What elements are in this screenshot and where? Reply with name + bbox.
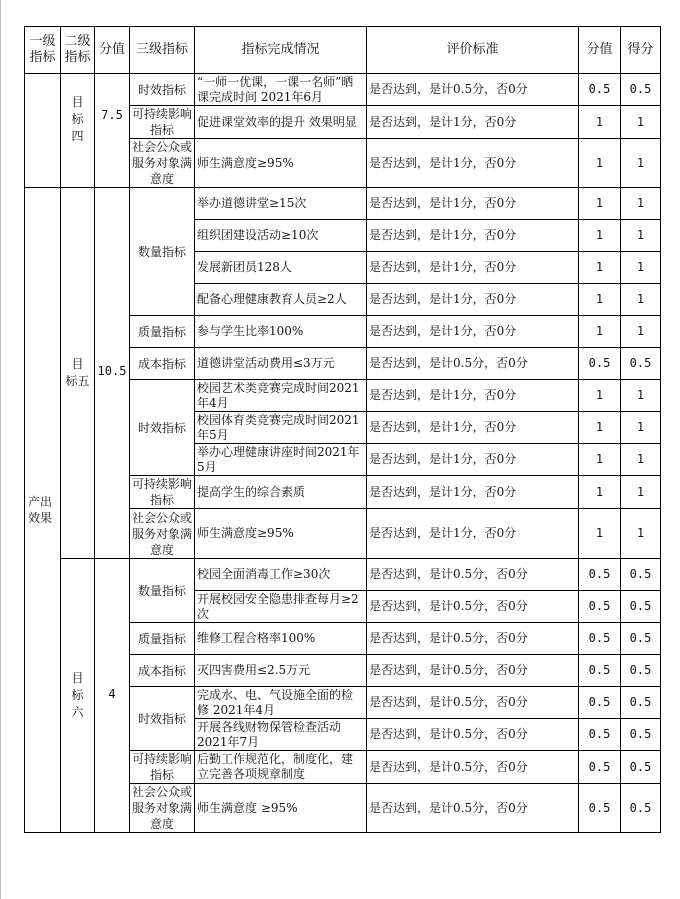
score-got-cell: 1 xyxy=(621,284,661,316)
table-row xyxy=(25,74,661,106)
completion-cell: 开展各线财物保管检查活动2021年7月 xyxy=(195,719,367,751)
completion-cell: 举办心理健康讲座时间2021年5月 xyxy=(195,444,367,476)
standard-cell: 是否达到，是计1分，否0分 xyxy=(367,106,579,139)
score-got-cell: 0.5 xyxy=(621,655,661,687)
score-got-cell: 1 xyxy=(621,476,661,509)
value-cell: 1 xyxy=(579,412,621,444)
score-got-cell: 0.5 xyxy=(621,784,661,833)
level3-indicator: 时效指标 xyxy=(130,74,195,106)
standard-cell: 是否达到，是计0.5分，否0分 xyxy=(367,559,579,591)
page-left-border xyxy=(0,0,1,899)
header-value: 分值 xyxy=(579,27,621,74)
header-score: 分值 xyxy=(95,27,130,74)
header-row xyxy=(25,27,661,74)
completion-cell: 配备心理健康教育人员≥2人 xyxy=(195,284,367,316)
level2-indicator: 目 标 四 xyxy=(61,74,95,188)
score-got-cell: 1 xyxy=(621,139,661,188)
standard-cell: 是否达到，是计1分，否0分 xyxy=(367,316,579,348)
value-cell: 1 xyxy=(579,106,621,139)
value-cell: 0.5 xyxy=(579,74,621,106)
score-got-cell: 1 xyxy=(621,509,661,559)
value-cell: 0.5 xyxy=(579,784,621,833)
completion-cell: 后勤工作规范化，制度化，建立完善各项规章制度 xyxy=(195,751,367,784)
value-cell: 0.5 xyxy=(579,348,621,380)
score-got-cell: 1 xyxy=(621,380,661,412)
standard-cell: 是否达到，是计0.5分，否0分 xyxy=(367,719,579,751)
completion-cell: “一师一优课，一课一名师”晒课完成时间 2021年6月 xyxy=(195,74,367,106)
completion-cell: 师生满意度≥95% xyxy=(195,139,367,188)
level3-indicator: 数量指标 xyxy=(130,559,195,623)
level3-indicator: 可持续影响指标 xyxy=(130,106,195,139)
completion-cell: 举办道德讲堂≥15次 xyxy=(195,188,367,220)
level3-indicator: 质量指标 xyxy=(130,316,195,348)
standard-cell: 是否达到，是计0.5分，否0分 xyxy=(367,591,579,623)
score-got-cell: 0.5 xyxy=(621,623,661,655)
value-cell: 1 xyxy=(579,252,621,284)
value-cell: 1 xyxy=(579,509,621,559)
level3-indicator: 社会公众或服务对象满意度 xyxy=(130,784,195,833)
score-got-cell: 1 xyxy=(621,252,661,284)
standard-cell: 是否达到，是计0.5分，否0分 xyxy=(367,348,579,380)
score-got-cell: 0.5 xyxy=(621,348,661,380)
completion-cell: 校园体育类竞赛完成时间2021年5月 xyxy=(195,412,367,444)
completion-cell: 完成水、电、气设施全面的检修 2021年4月 xyxy=(195,687,367,719)
level3-indicator: 时效指标 xyxy=(130,687,195,751)
standard-cell: 是否达到，是计1分，否0分 xyxy=(367,284,579,316)
level2-indicator: 目 标五 xyxy=(61,188,95,559)
score-got-cell: 1 xyxy=(621,444,661,476)
value-cell: 0.5 xyxy=(579,591,621,623)
value-cell: 1 xyxy=(579,316,621,348)
level1-blank-cell xyxy=(25,74,61,188)
completion-cell: 参与学生比率100% xyxy=(195,316,367,348)
standard-cell: 是否达到，是计0.5分，否0分 xyxy=(367,751,579,784)
standard-cell: 是否达到，是计1分，否0分 xyxy=(367,220,579,252)
standard-cell: 是否达到，是计0.5分，否0分 xyxy=(367,623,579,655)
level3-indicator: 成本指标 xyxy=(130,655,195,687)
score-got-cell: 1 xyxy=(621,188,661,220)
level3-indicator: 社会公众或服务对象满意度 xyxy=(130,139,195,188)
value-cell: 1 xyxy=(579,220,621,252)
completion-cell: 灭四害费用≤2.5万元 xyxy=(195,655,367,687)
standard-cell: 是否达到，是计0.5分，否0分 xyxy=(367,784,579,833)
value-cell: 0.5 xyxy=(579,687,621,719)
standard-cell: 是否达到，是计1分，否0分 xyxy=(367,139,579,188)
score-got-cell: 0.5 xyxy=(621,559,661,591)
score-got-cell: 1 xyxy=(621,220,661,252)
level3-indicator: 可持续影响指标 xyxy=(130,476,195,509)
standard-cell: 是否达到，是计1分，否0分 xyxy=(367,412,579,444)
score-got-cell: 0.5 xyxy=(621,687,661,719)
level3-indicator: 成本指标 xyxy=(130,348,195,380)
value-cell: 1 xyxy=(579,188,621,220)
score-got-cell: 0.5 xyxy=(621,591,661,623)
value-cell: 1 xyxy=(579,380,621,412)
value-cell: 0.5 xyxy=(579,559,621,591)
completion-cell: 师生满意度 ≥95% xyxy=(195,784,367,833)
level3-indicator: 时效指标 xyxy=(130,380,195,476)
standard-cell: 是否达到，是计1分，否0分 xyxy=(367,252,579,284)
level2-score: 7.5 xyxy=(95,74,130,188)
value-cell: 0.5 xyxy=(579,655,621,687)
header-level3: 三级指标 xyxy=(130,27,195,74)
level3-indicator: 社会公众或服务对象满意度 xyxy=(130,509,195,559)
table-row xyxy=(25,559,661,591)
value-cell: 1 xyxy=(579,139,621,188)
completion-cell: 道德讲堂活动费用≤3万元 xyxy=(195,348,367,380)
completion-cell: 维修工程合格率100% xyxy=(195,623,367,655)
level2-indicator: 目 标 六 xyxy=(61,559,95,833)
standard-cell: 是否达到，是计1分，否0分 xyxy=(367,444,579,476)
completion-cell: 组织团建设活动≥10次 xyxy=(195,220,367,252)
header-got: 得分 xyxy=(621,27,661,74)
level2-score: 4 xyxy=(95,559,130,833)
level3-indicator: 数量指标 xyxy=(130,188,195,316)
completion-cell: 校园艺术类竞赛完成时间2021年4月 xyxy=(195,380,367,412)
value-cell: 1 xyxy=(579,284,621,316)
table-row xyxy=(25,188,661,220)
header-completion: 指标完成情况 xyxy=(195,27,367,74)
standard-cell: 是否达到，是计0.5分，否0分 xyxy=(367,687,579,719)
value-cell: 0.5 xyxy=(579,751,621,784)
score-got-cell: 0.5 xyxy=(621,751,661,784)
value-cell: 0.5 xyxy=(579,719,621,751)
value-cell: 1 xyxy=(579,444,621,476)
score-got-cell: 1 xyxy=(621,106,661,139)
standard-cell: 是否达到，是计0.5分，否0分 xyxy=(367,655,579,687)
completion-cell: 提高学生的综合素质 xyxy=(195,476,367,509)
completion-cell: 发展新团员128人 xyxy=(195,252,367,284)
header-standard: 评价标准 xyxy=(367,27,579,74)
standard-cell: 是否达到，是计1分，否0分 xyxy=(367,380,579,412)
value-cell: 1 xyxy=(579,476,621,509)
score-got-cell: 1 xyxy=(621,412,661,444)
score-got-cell: 0.5 xyxy=(621,719,661,751)
standard-cell: 是否达到，是计1分，否0分 xyxy=(367,509,579,559)
level2-score: 10.5 xyxy=(95,188,130,559)
header-level1: 一级 指标 xyxy=(25,27,61,74)
completion-cell: 开展校园安全隐患排查每月≥2次 xyxy=(195,591,367,623)
completion-cell: 师生满意度≥95% xyxy=(195,509,367,559)
standard-cell: 是否达到，是计0.5分，否0分 xyxy=(367,74,579,106)
completion-cell: 校园全面消毒工作≥30次 xyxy=(195,559,367,591)
performance-evaluation-table xyxy=(24,26,661,833)
score-got-cell: 0.5 xyxy=(621,74,661,106)
level3-indicator: 质量指标 xyxy=(130,623,195,655)
standard-cell: 是否达到，是计1分，否0分 xyxy=(367,476,579,509)
completion-cell: 促进课堂效率的提升 效果明显 xyxy=(195,106,367,139)
value-cell: 0.5 xyxy=(579,623,621,655)
header-level2: 二级 指标 xyxy=(61,27,95,74)
level1-indicator: 产出 效果 xyxy=(25,188,61,833)
score-got-cell: 1 xyxy=(621,316,661,348)
standard-cell: 是否达到，是计1分，否0分 xyxy=(367,188,579,220)
level3-indicator: 可持续影响指标 xyxy=(130,751,195,784)
